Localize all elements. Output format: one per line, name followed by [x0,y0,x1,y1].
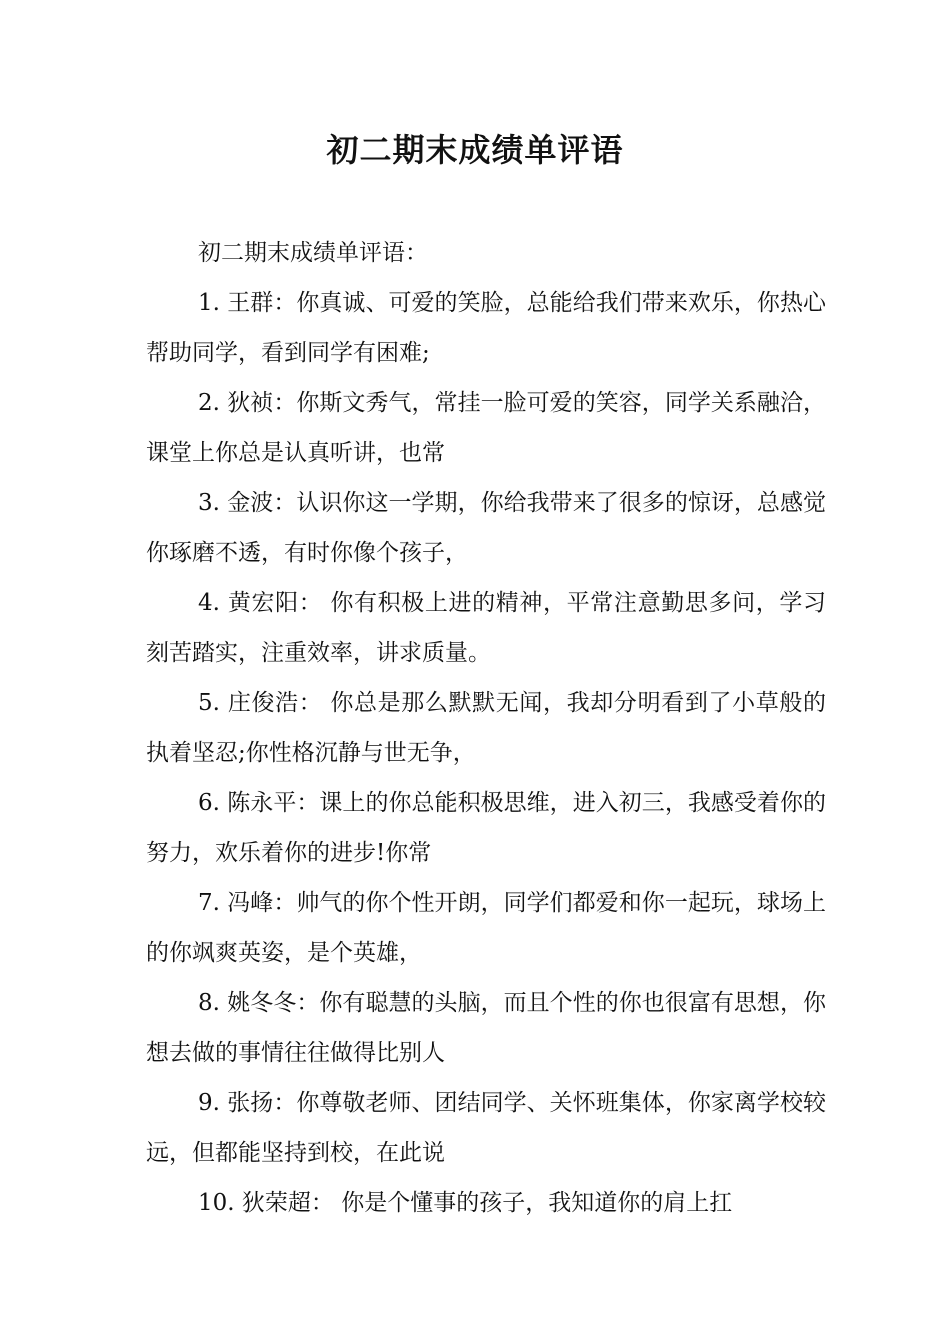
comment-item: 1. 王群：你真诚、可爱的笑脸，总能给我们带来欢乐，你热心帮助同学，看到同学有困难; [146,290,826,366]
comment-item: 10. 狄荣超： 你是个懂事的孩子，我知道你的肩上扛 [198,1190,733,1216]
comment-item: 3. 金波：认识你这一学期，你给我带来了很多的惊讶，总感觉你琢磨不透，有时你像个孩子， [146,490,826,566]
document-body [146,228,826,1228]
comment-item: 7. 冯峰：帅气的你个性开朗，同学们都爱和你一起玩，球场上的你飒爽英姿，是个英雄， [146,890,826,966]
comment-item: 6. 陈永平：课上的你总能积极思维，进入初三，我感受着你的努力，欢乐着你的进步!你常 [146,790,826,866]
comment-item: 5. 庄俊浩： 你总是那么默默无闻，我却分明看到了小草般的执着坚忍;你性格沉静与世无争， [146,690,826,766]
comment-item: 4. 黄宏阳： 你有积极上进的精神，平常注意勤思多问，学习刻苦踏实，注重效率，讲求质量。 [146,590,826,666]
comment-item: 2. 狄祯：你斯文秀气，常挂一脸可爱的笑容，同学关系融洽，课堂上你总是认真听讲，也常 [146,390,826,466]
intro-paragraph: 初二期末成绩单评语： [198,240,428,266]
comment-item: 8. 姚冬冬：你有聪慧的头脑，而且个性的你也很富有思想，你想去做的事情往往做得比别人 [146,990,826,1066]
document-title: 初二期末成绩单评语 [326,131,624,169]
comment-item: 9. 张扬：你尊敬老师、团结同学、关怀班集体，你家离学校较远，但都能坚持到校，在此说 [146,1090,826,1166]
